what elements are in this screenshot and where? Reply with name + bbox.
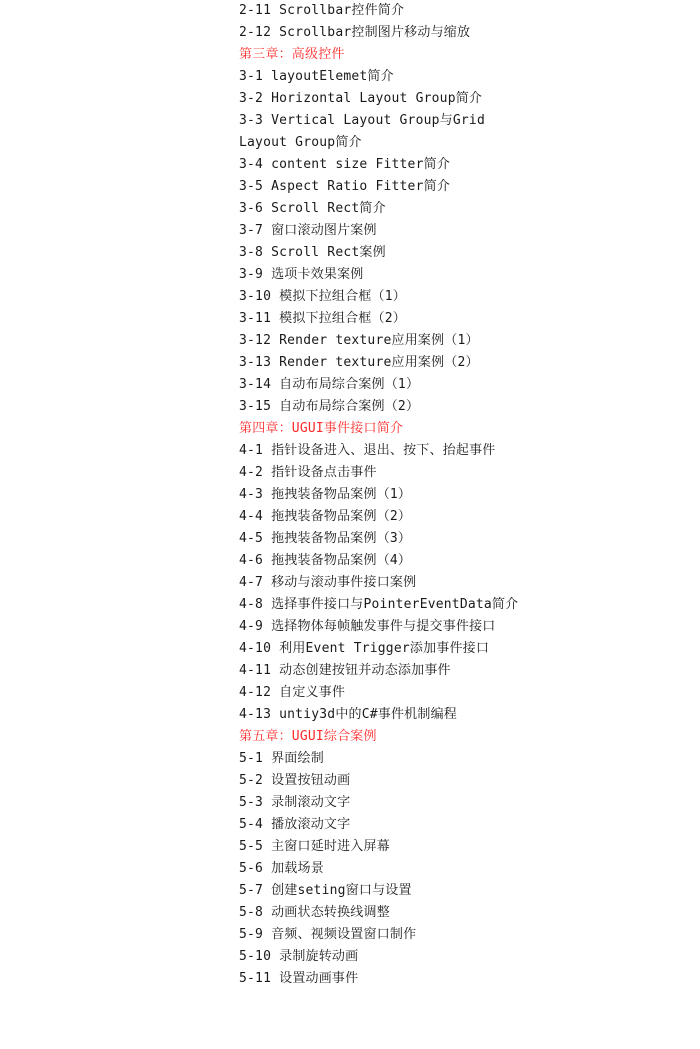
lesson-3-11: 3-11 模拟下拉组合框（2） <box>239 311 406 326</box>
lesson-4-11: 4-11 动态创建按钮并动态添加事件 <box>239 663 451 678</box>
lesson-3-7: 3-7 窗口滚动图片案例 <box>239 223 377 238</box>
lesson-3-1: 3-1 layoutElemet简介 <box>239 69 394 84</box>
lesson-5-9: 5-9 音频、视频设置窗口制作 <box>239 927 417 942</box>
lesson-3-13: 3-13 Render texture应用案例（2） <box>239 355 479 370</box>
lesson-4-3: 4-3 拖拽装备物品案例（1） <box>239 487 412 502</box>
lesson-4-10: 4-10 利用Event Trigger添加事件接口 <box>239 641 490 656</box>
lesson-2-12: 2-12 Scrollbar控制图片移动与缩放 <box>239 25 471 40</box>
lesson-4-12: 4-12 自定义事件 <box>239 685 346 700</box>
lesson-4-5: 4-5 拖拽装备物品案例（3） <box>239 531 412 546</box>
lesson-3-4: 3-4 content size Fitter简介 <box>239 157 451 172</box>
chapter-3-heading: 第三章：高级控件 <box>239 47 345 62</box>
lesson-3-14: 3-14 自动布局综合案例（1） <box>239 377 420 392</box>
lesson-4-7: 4-7 移动与滚动事件接口案例 <box>239 575 417 590</box>
lesson-3-2: 3-2 Horizontal Layout Group简介 <box>239 91 483 106</box>
lesson-5-6: 5-6 加载场景 <box>239 861 324 876</box>
lesson-4-1: 4-1 指针设备进入、退出、按下、抬起事件 <box>239 443 496 458</box>
lesson-2-11: 2-11 Scrollbar控件简介 <box>239 3 405 18</box>
lesson-4-8: 4-8 选择事件接口与PointerEventData简介 <box>239 597 519 612</box>
lesson-5-7: 5-7 创建seting窗口与设置 <box>239 883 412 898</box>
lesson-5-10: 5-10 录制旋转动画 <box>239 949 359 964</box>
lesson-3-10: 3-10 模拟下拉组合框（1） <box>239 289 406 304</box>
lesson-3-15: 3-15 自动布局综合案例（2） <box>239 399 420 414</box>
lesson-5-8: 5-8 动画状态转换线调整 <box>239 905 390 920</box>
lesson-4-2: 4-2 指针设备点击事件 <box>239 465 377 480</box>
lesson-5-2: 5-2 设置按钮动画 <box>239 773 351 788</box>
lesson-5-5: 5-5 主窗口延时进入屏幕 <box>239 839 390 854</box>
chapter-4-heading: 第四章：UGUI事件接口简介 <box>239 421 404 436</box>
lesson-3-3: 3-3 Vertical Layout Group与Grid Layout Group简介 <box>239 113 485 150</box>
lesson-3-6: 3-6 Scroll Rect简介 <box>239 201 386 216</box>
lesson-4-13: 4-13 untiy3d中的C#事件机制编程 <box>239 707 457 722</box>
lesson-5-3: 5-3 录制滚动文字 <box>239 795 351 810</box>
lesson-5-4: 5-4 播放滚动文字 <box>239 817 351 832</box>
lesson-3-5: 3-5 Aspect Ratio Fitter简介 <box>239 179 451 194</box>
lesson-3-12: 3-12 Render texture应用案例（1） <box>239 333 479 348</box>
lesson-3-8: 3-8 Scroll Rect案例 <box>239 245 386 260</box>
lesson-5-1: 5-1 界面绘制 <box>239 751 324 766</box>
lesson-4-6: 4-6 拖拽装备物品案例（4） <box>239 553 412 568</box>
lesson-4-9: 4-9 选择物体每帧触发事件与提交事件接口 <box>239 619 496 634</box>
lesson-4-4: 4-4 拖拽装备物品案例（2） <box>239 509 412 524</box>
lesson-5-11: 5-11 设置动画事件 <box>239 971 359 986</box>
chapter-5-heading: 第五章：UGUI综合案例 <box>239 729 377 744</box>
lesson-3-9: 3-9 选项卡效果案例 <box>239 267 364 282</box>
course-table-of-contents <box>239 0 529 990</box>
